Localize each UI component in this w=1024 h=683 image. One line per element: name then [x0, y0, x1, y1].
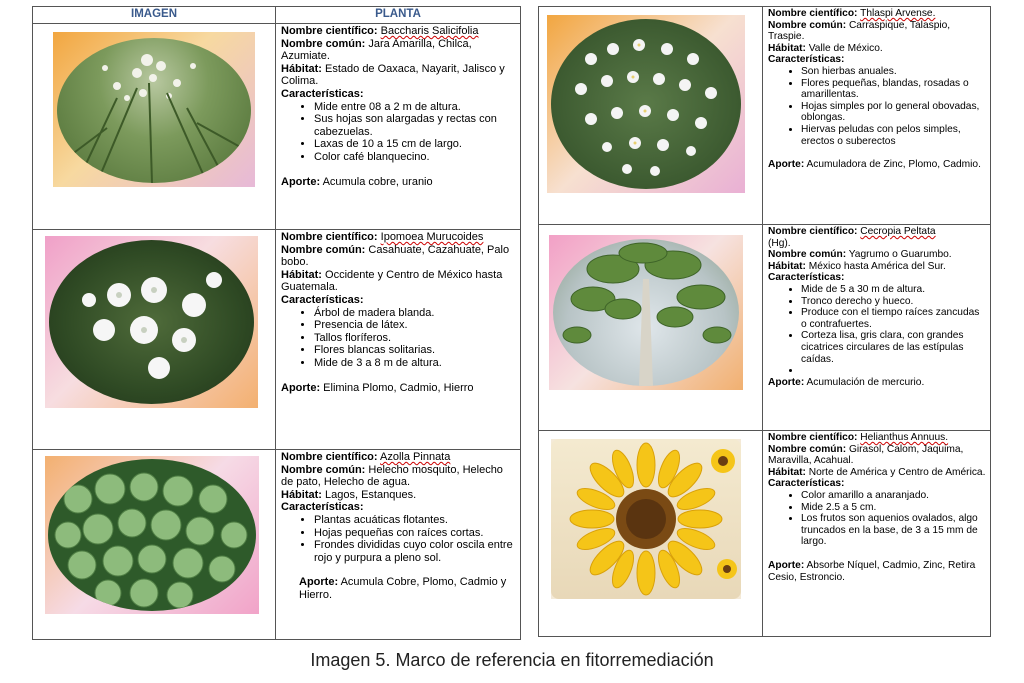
plant-row [539, 225, 991, 431]
common-name: Jara Amarilla, Chilca, Azumiate. [281, 37, 472, 63]
aporte: Acumuladora de Zinc, Plomo, Cadmio. [806, 159, 981, 171]
list-item: • Hojas simples por lo general obovadas, oblongas. [801, 101, 987, 124]
image-cell [33, 230, 276, 450]
habitat: Norte de América y Centro de América. [808, 466, 986, 478]
image-cell [539, 225, 763, 431]
characteristics-list [768, 66, 987, 147]
scientific-name: Helianthus Annuus. [860, 432, 949, 443]
habitat: Valle de México. [808, 42, 883, 54]
scientific-name-extra: (Hg). [768, 237, 791, 249]
list-item: • Laxas de 10 a 15 cm de largo. [314, 138, 517, 151]
plant-row [539, 7, 991, 225]
plant-row [539, 431, 991, 637]
list-item: • Sus hojas son alargadas y rectas con cabezuelas. [314, 113, 517, 138]
figure-caption: Imagen 5. Marco de referencia en fitorremediación [310, 650, 714, 670]
characteristics-list [281, 307, 517, 370]
plant-info: Nombre científico: Baccharis Salicifolia Nombre común: Jara Amarilla, Chilca, Azumiate. Hábitat: Estado de Oaxaca, Nayarit, Jalisco y Colima. Características: • Mide entre 08 a 2 m de altura. • Sus hojas son alargadas y rectas con cabezuelas. • Laxas de 10 a 15 cm de largo. • Color café blanquecino. Aporte: Acumula cobre, uranio [276, 24, 521, 230]
scientific-name: Thlaspi Arvense. [860, 8, 936, 19]
scientific-name: Ipomoea Murucoides [380, 231, 484, 243]
list-item: • Árbol de madera blanda. [314, 307, 517, 320]
aporte: Acumula cobre, uranio [322, 175, 433, 188]
plant-info: Nombre científico: Cecropia Peltata (Hg). Nombre común: Yagrumo o Guarumbo. Hábitat: México hasta América del Sur. Características: • Mide de 5 a 30 m de altura. • Tronco derecho y hueco. • Produce con el tiempo raíces zancudas o contrafuertes. • Corteza lisa, gris clara, con grandes cicatrices circulares de las estípulas caídas. • Aporte: Acumulación de mercurio. [763, 225, 991, 431]
header-plant: PLANTA [276, 7, 521, 24]
list-item: • Color café blanquecino. [314, 151, 517, 164]
habitat: Estado de Oaxaca, Nayarit, Jalisco y Colima. [281, 62, 505, 88]
list-item: • Son hierbas anuales. [801, 66, 987, 78]
aporte: Acumulación de mercurio. [806, 377, 925, 389]
characteristics-list [768, 284, 987, 377]
list-item: • Mide de 3 a 8 m de altura. [314, 357, 517, 370]
plant-row [33, 450, 521, 640]
characteristics-list [281, 514, 517, 564]
list-item: • Corteza lisa, gris clara, con grandes cicatrices circulares de las estípulas caídas. [801, 330, 987, 365]
plant-info: Nombre científico: Helianthus Annuus. Nombre común: Girasol, Calom, Jaquima, Maravilla, Acahual. Hábitat: Norte de América y Centro de América. Características: • Color amarillo a anaranjado. • Mide 2.5 a 5 cm. • Los frutos son aquenios ovalados, algo truncados en la base, de 3 a 15 mm de largo. Aporte: Absorbe Níquel, Cadmio, Zinc, Retira Cesio, Estroncio. [763, 431, 991, 637]
list-item: • Hiervas peludas con pelos simples, erectos o suberectos [801, 124, 987, 147]
habitat: Occidente y Centro de México hasta Guatemala. [281, 268, 503, 294]
common-name: Casahuate, Cazahuate, Palo bobo. [281, 243, 510, 269]
list-item: • Color amarillo a anaranjado. [801, 490, 987, 502]
scientific-name: Baccharis Salicifolia [380, 25, 479, 37]
image-cell [33, 24, 276, 230]
list-item: • Flores pequeñas, blandas, rosadas o amarillentas. [801, 78, 987, 101]
list-item: • Los frutos son aquenios ovalados, algo truncados en la base, de 3 a 15 mm de largo. [801, 513, 987, 548]
list-item: • Tallos floríferos. [314, 332, 517, 345]
list-item: • Tronco derecho y hueco. [801, 296, 987, 308]
plant-info: Nombre científico: Azolla Pinnata Nombre común: Helecho mosquito, Helecho de pato, Helecho de agua. Hábitat: Lagos, Estanques. Características: • Plantas acuáticas flotantes. • Hojas pequeñas con raíces cortas. • Frondes divididas cuyo color oscila entre rojo y purpura a pleno sol. Aporte: Acumula Cobre, Plomo, Cadmio y Hierro. [276, 450, 521, 640]
plant-info: Nombre científico: Ipomoea Murucoides Nombre común: Casahuate, Cazahuate, Palo bobo. Hábitat: Occidente y Centro de México hasta Guatemala. Características: • Árbol de madera blanda. • Presencia de látex. • Tallos floríferos. • Flores blancas solitarias. • Mide de 3 a 8 m de altura. Aporte: Elimina Plomo, Cadmio, Hierro [276, 230, 521, 450]
water-fern-photo-icon [45, 456, 259, 614]
cecropia-tree-photo-icon [549, 235, 743, 390]
header-image: IMAGEN [33, 7, 276, 24]
characteristics-list [768, 490, 987, 548]
habitat: México hasta América del Sur. [808, 260, 946, 272]
list-item: • Produce con el tiempo raíces zancudas o contrafuertes. [801, 307, 987, 330]
plant-row [33, 24, 521, 230]
habitat: Lagos, Estanques. [325, 488, 417, 501]
list-item: • Mide 2.5 a 5 cm. [801, 502, 987, 514]
list-item: • Hojas pequeñas con raíces cortas. [314, 527, 517, 540]
common-name: Helecho mosquito, Helecho de pato, Helecho de agua. [281, 463, 503, 489]
left-plant-table [32, 6, 521, 640]
characteristics-list [281, 101, 517, 164]
list-item: • Mide entre 08 a 2 m de altura. [314, 101, 517, 114]
aporte: Elimina Plomo, Cadmio, Hierro [323, 381, 474, 394]
list-item: • Presencia de látex. [314, 319, 517, 332]
image-cell [33, 450, 276, 640]
common-name: Carraspique, Talaspio, Traspie. [768, 19, 951, 43]
plant-row [33, 230, 521, 450]
common-name: Girasol, Calom, Jaquima, Maravilla, Acahual. [768, 443, 964, 467]
plant-info: Nombre científico: Thlaspi Arvense. Nombre común: Carraspique, Talaspio, Traspie. Hábitat: Valle de México. Características: • Son hierbas anuales. • Flores pequeñas, blandas, rosadas o amarillentas. • Hojas simples por lo general obovadas, oblongas. • Hiervas peludas con pelos simples, erectos o suberectos Aporte: Acumuladora de Zinc, Plomo, Cadmio. [763, 7, 991, 225]
image-cell [539, 431, 763, 637]
list-item [801, 365, 987, 377]
morning-glory-tree-photo-icon [45, 236, 258, 408]
sunflower-photo-icon [551, 439, 741, 599]
aporte: Acumula Cobre, Plomo, Cadmio y Hierro. [299, 576, 507, 601]
aporte: Absorbe Níquel, Cadmio, Zinc, Retira Cesio, Estroncio. [768, 559, 976, 583]
list-item: • Mide de 5 a 30 m de altura. [801, 284, 987, 296]
white-wildflowers-photo-icon [547, 15, 745, 193]
image-cell [539, 7, 763, 225]
list-item: • Frondes divididas cuyo color oscila entre rojo y purpura a pleno sol. [314, 539, 517, 564]
scientific-name: Cecropia Peltata [860, 226, 936, 237]
scientific-name: Azolla Pinnata [380, 451, 451, 463]
white-flower-shrub-photo-icon [53, 32, 255, 187]
right-plant-table [538, 6, 991, 637]
list-item: • Flores blancas solitarias. [314, 344, 517, 357]
list-item: • Plantas acuáticas flotantes. [314, 514, 517, 527]
common-name: Yagrumo o Guarumbo. [848, 249, 952, 261]
